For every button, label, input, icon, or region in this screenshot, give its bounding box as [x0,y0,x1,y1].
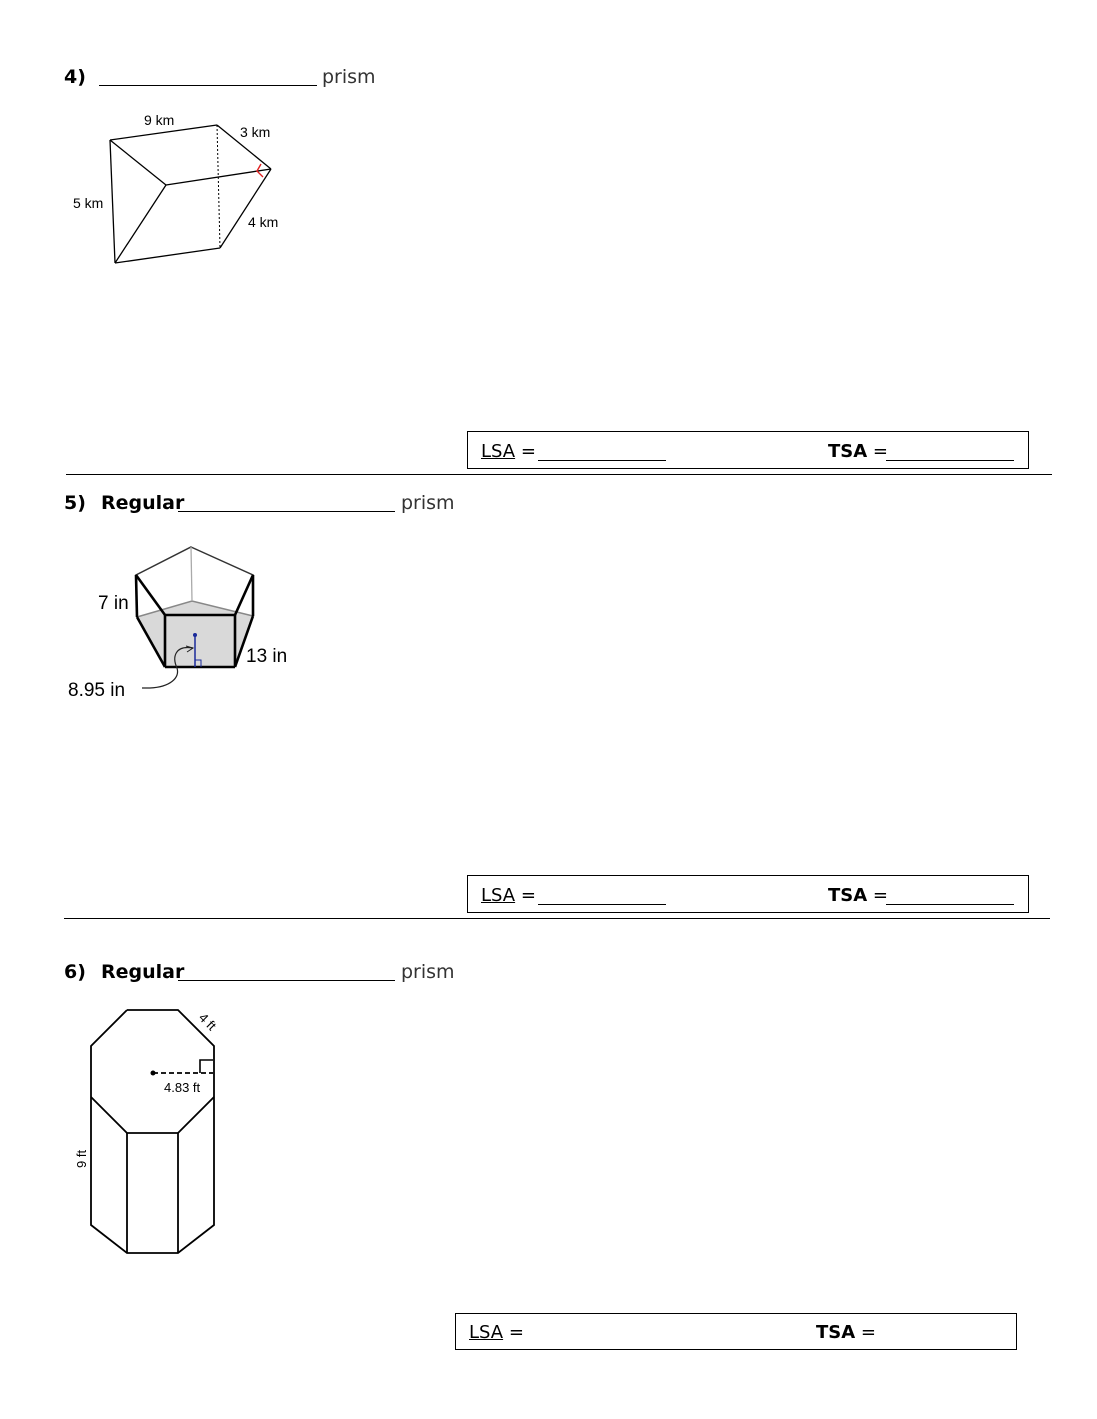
prism-word: prism [401,961,455,983]
dim-label-9ft: 9 ft [74,1149,89,1168]
answer-box [467,875,1029,913]
pentagonal-prism-figure [60,535,320,715]
lsa-answer-blank[interactable] [538,904,666,905]
equals-sign: = [872,441,889,462]
section-divider [64,918,1050,919]
prism-type-blank[interactable] [178,511,395,512]
lsa-label: LSA [481,441,516,462]
tsa-answer-blank[interactable] [886,460,1014,461]
prism-type-blank[interactable] [99,85,317,86]
answer-box [455,1313,1017,1350]
dim-label-4-83ft: 4.83 ft [164,1080,201,1095]
dim-label-4ft: 4 ft [195,1009,220,1034]
tsa-label: TSA [828,885,868,906]
problem-number: 5) [64,492,86,514]
lsa-label: LSA [481,885,516,906]
dim-label-13in: 13 in [246,646,288,667]
triangular-prism-figure [60,105,320,275]
problem-number: 4) [64,66,86,88]
dim-label-7in: 7 in [98,593,129,614]
equals-sign: = [508,1322,524,1343]
tsa-label: TSA [816,1322,856,1343]
regular-label: Regular [101,961,185,983]
prism-word: prism [401,492,455,514]
section-divider [66,474,1052,475]
equals-sign: = [872,885,889,906]
dim-label-4km: 4 km [248,214,279,230]
tsa-answer-blank[interactable] [886,904,1014,905]
equals-sign: = [520,441,536,462]
equals-sign: = [860,1322,877,1343]
dim-label-8-95in: 8.95 in [68,680,126,701]
dim-label-3km: 3 km [240,124,271,140]
prism-type-blank[interactable] [178,980,395,981]
lsa-answer-blank[interactable] [538,460,666,461]
tsa-label: TSA [828,441,868,462]
equals-sign: = [520,885,536,906]
answer-box [467,431,1029,469]
dim-label-5km: 5 km [73,195,104,211]
octagonal-prism-figure [70,1000,240,1265]
dim-label-9km: 9 km [144,112,175,128]
lsa-label: LSA [469,1322,504,1343]
problem-number: 6) [64,961,86,983]
prism-word: prism [322,66,376,88]
regular-label: Regular [101,492,185,514]
